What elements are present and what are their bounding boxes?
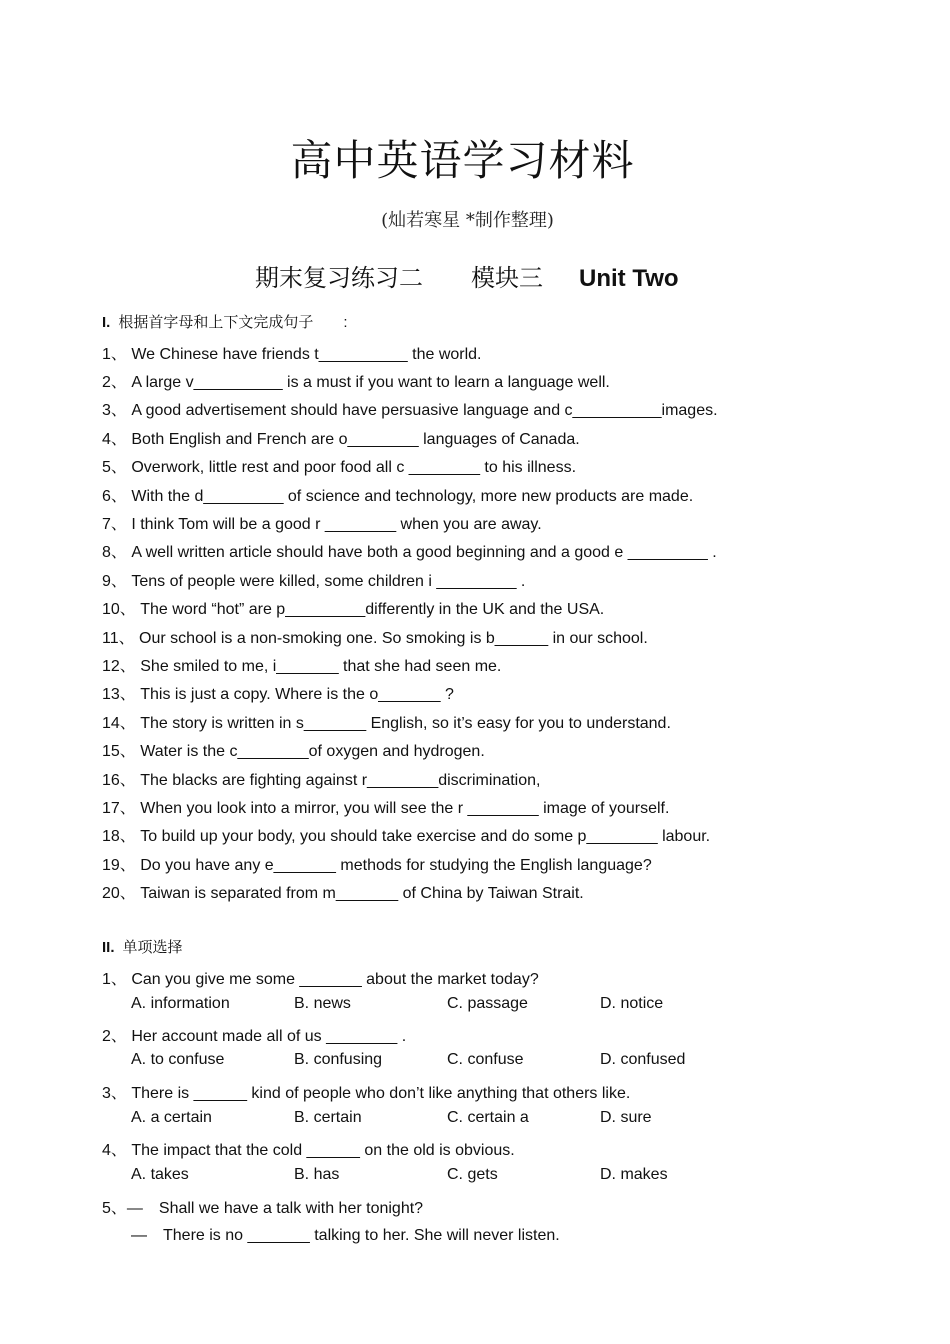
list-item: 1、 We Chinese have friends t__________ the world. (102, 346, 482, 363)
list-item: 20、 Taiwan is separated from m_______ of China by Taiwan Strait. (102, 885, 584, 902)
list-item: 3、 A good advertisement should have persuasive language and c__________images. (102, 402, 718, 419)
list-item: 4、 Both English and French are o________ languages of Canada. (102, 431, 580, 448)
question-stem: 1、 Can you give me some _______ about the market today? (102, 971, 539, 988)
option-c: C. gets (447, 1166, 498, 1183)
heading-unit: Unit Two (579, 265, 679, 292)
list-item: 13、 This is just a copy. Where is the o_______ ? (102, 686, 454, 703)
list-item: 19、 Do you have any e_______ methods for studying the English language? (102, 857, 652, 874)
option-b: B. news (294, 995, 351, 1012)
list-item: 18、 To build up your body, you should take exercise and do some p________ labour. (102, 828, 711, 845)
section1-header (102, 311, 348, 332)
option-d: D. sure (600, 1109, 652, 1126)
list-item: 9、 Tens of people were killed, some children i _________ . (102, 573, 526, 590)
heading-review: 期末复习练习二 (255, 264, 423, 292)
question-stem: 3、 There is ______ kind of people who don’t like anything that others like. (102, 1085, 631, 1102)
option-c: C. passage (447, 995, 528, 1012)
list-item: 2、 A large v__________ is a must if you want to learn a language well. (102, 374, 610, 391)
list-item: 10、 The word “hot” are p_________differently in the UK and the USA. (102, 601, 605, 618)
section2-label: 单项选择 (122, 939, 183, 956)
list-item: 8、 A well written article should have both a good beginning and a good e _________ . (102, 544, 717, 561)
section1-roman: I. (102, 314, 111, 331)
section2-roman: II. (102, 939, 115, 956)
option-a: A. a certain (131, 1109, 212, 1126)
list-item: 17、 When you look into a mirror, you will see the r ________ image of yourself. (102, 800, 670, 817)
option-c: C. confuse (447, 1051, 524, 1068)
option-d: D. makes (600, 1166, 668, 1183)
list-item: 14、 The story is written in s_______ English, so it’s easy for you to understand. (102, 715, 671, 732)
section2-header (102, 936, 183, 957)
list-item: 6、 With the d_________ of science and technology, more new products are made. (102, 488, 694, 505)
section-heading (255, 258, 679, 293)
list-item: 5、 Overwork, little rest and poor food all c ________ to his illness. (102, 459, 577, 476)
option-a: A. information (131, 995, 230, 1012)
option-d: D. confused (600, 1051, 686, 1068)
option-b: B. certain (294, 1109, 362, 1126)
option-c: C. certain a (447, 1109, 529, 1126)
heading-module: 模块三 (471, 264, 543, 292)
option-a: A. takes (131, 1166, 189, 1183)
list-item: 16、 The blacks are fighting against r________discrimination, (102, 772, 541, 789)
question-stem: 2、 Her account made all of us ________ . (102, 1028, 407, 1045)
question-stem: 4、 The impact that the cold ______ on the old is obvious. (102, 1142, 515, 1159)
question-dialogue-reply: — There is no _______ talking to her. She will never listen. (131, 1227, 560, 1244)
question-stem: 5、— Shall we have a talk with her tonight? (102, 1200, 424, 1217)
section1-label: 根据首字母和上下文完成句子 : (118, 314, 348, 331)
list-item: 15、 Water is the c________of oxygen and hydrogen. (102, 743, 485, 760)
document-subtitle: (灿若寒星 *制作整理) (381, 210, 554, 231)
document-title: 高中英语学习材料 (290, 136, 635, 185)
option-d: D. notice (600, 995, 664, 1012)
list-item: 7、 I think Tom will be a good r ________ when you are away. (102, 516, 542, 533)
option-b: B. has (294, 1166, 340, 1183)
list-item: 11、 Our school is a non-smoking one. So smoking is b______ in our school. (102, 630, 648, 647)
option-a: A. to confuse (131, 1051, 225, 1068)
option-b: B. confusing (294, 1051, 383, 1068)
list-item: 12、 She smiled to me, i_______ that she had seen me. (102, 658, 502, 675)
